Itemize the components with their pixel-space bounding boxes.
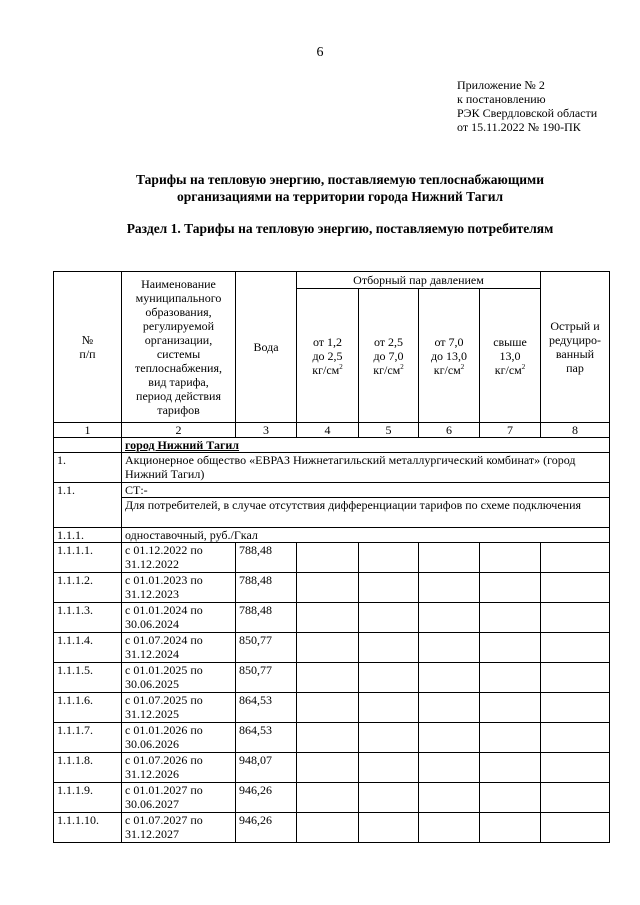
- row-period: [122, 723, 236, 753]
- empty-cell: [541, 723, 610, 753]
- header-name-line: период действия: [136, 389, 221, 403]
- empty-cell: [541, 603, 610, 633]
- header-name-line: организации,: [144, 333, 213, 347]
- column-number: 1: [54, 423, 122, 438]
- period-end: 31.12.2024: [125, 647, 179, 661]
- header-num-line: №: [81, 333, 94, 347]
- empty-cell: [359, 573, 419, 603]
- empty-cell: [541, 663, 610, 693]
- st-label: СТ:-: [122, 483, 610, 498]
- empty-cell: [480, 813, 541, 843]
- empty-cell: [419, 723, 480, 753]
- header-steam-group: Отборный пар давлением: [297, 272, 541, 289]
- empty-cell: [480, 663, 541, 693]
- steam-line: свыше: [493, 334, 527, 349]
- org-name: Акционерное общество «ЕВРАЗ Нижнетагильский металлургический комбинат» (город Нижний Тагил): [122, 453, 610, 483]
- empty-cell: [480, 693, 541, 723]
- column-number: 8: [541, 423, 610, 438]
- appendix-line: к постановлению: [457, 92, 546, 106]
- empty-cell: [480, 783, 541, 813]
- empty-cell: [419, 543, 480, 573]
- period-start: с 01.01.2024 по: [125, 603, 203, 617]
- appendix-line: Приложение № 2: [457, 78, 545, 92]
- steam-unit: [362, 363, 415, 377]
- row-period: [122, 663, 236, 693]
- column-number: 2: [122, 423, 236, 438]
- empty-cell: [480, 603, 541, 633]
- row-num: 1.1.1.3.: [54, 603, 122, 633]
- row-water: 850,77: [236, 633, 297, 663]
- row-period: [122, 543, 236, 573]
- empty-cell: [541, 813, 610, 843]
- section-title: Раздел 1. Тарифы на тепловую энергию, поставляемую потребителям: [126, 221, 554, 236]
- period-end: 31.12.2027: [125, 827, 179, 841]
- row-period: [122, 693, 236, 723]
- period-start: с 01.01.2026 по: [125, 723, 203, 737]
- appendix-line: РЭК Свердловской области: [457, 106, 598, 120]
- empty-cell: [419, 693, 480, 723]
- empty-cell: [541, 573, 610, 603]
- period-start: с 01.01.2027 по: [125, 783, 203, 797]
- period-start: с 01.07.2025 по: [125, 693, 203, 707]
- unit-text: кг/см: [312, 362, 340, 377]
- table-row: [54, 783, 610, 813]
- row-num: 1.1.1.2.: [54, 573, 122, 603]
- header-name: [122, 272, 236, 423]
- st-num: 1.1.: [54, 483, 122, 528]
- period-start: с 01.12.2022 по: [125, 543, 203, 557]
- header-steam-2: [359, 289, 419, 423]
- period-end: 30.06.2026: [125, 737, 179, 751]
- steam-line: до 2,5: [312, 348, 343, 363]
- steam-unit: [422, 363, 476, 377]
- empty-cell: [480, 753, 541, 783]
- empty-cell: [297, 813, 359, 843]
- header-sharp-line: редуциро-: [548, 333, 602, 347]
- period-start: с 01.01.2023 по: [125, 573, 203, 587]
- unit-text: кг/см: [494, 362, 522, 377]
- page-number: 6: [316, 45, 324, 60]
- header-name-line: регулируемой: [142, 319, 215, 333]
- header-sharp-steam: [541, 272, 610, 423]
- unit-exponent: 2: [400, 362, 404, 371]
- empty-cell: [541, 543, 610, 573]
- empty-cell: [297, 543, 359, 573]
- empty-cell: [297, 633, 359, 663]
- empty-cell: [297, 693, 359, 723]
- table-row: [54, 753, 610, 783]
- steam-line: от 7,0: [434, 334, 464, 349]
- row-period: [122, 633, 236, 663]
- header-name-line: тарифов: [157, 403, 200, 417]
- empty-cell: [480, 633, 541, 663]
- empty-cell: [297, 753, 359, 783]
- column-number: 5: [359, 423, 419, 438]
- table-row: [54, 603, 610, 633]
- empty-cell: [419, 783, 480, 813]
- table-row: [54, 723, 610, 753]
- table-row: [54, 813, 610, 843]
- empty-cell: [359, 603, 419, 633]
- title-line: организациями на территории города Нижний Тагил: [176, 189, 504, 204]
- steam-line: до 7,0: [373, 348, 404, 363]
- tariff-num: 1.1.1.: [54, 528, 122, 543]
- empty-cell: [541, 633, 610, 663]
- header-steam-1: [297, 289, 359, 423]
- empty-cell: [359, 813, 419, 843]
- row-num: 1.1.1.1.: [54, 543, 122, 573]
- empty-cell: [297, 663, 359, 693]
- empty-cell: [359, 783, 419, 813]
- row-num: 1.1.1.4.: [54, 633, 122, 663]
- row-period: [122, 603, 236, 633]
- empty-cell: [297, 603, 359, 633]
- header-sharp-line: Острый и: [550, 319, 600, 333]
- period-end: 31.12.2022: [125, 557, 179, 571]
- document-title: [60, 171, 620, 205]
- table-row: [54, 693, 610, 723]
- empty-cell: [359, 663, 419, 693]
- header-name-line: теплоснабжения,: [135, 361, 222, 375]
- empty-cell: [541, 693, 610, 723]
- period-end: 30.06.2025: [125, 677, 179, 691]
- empty-cell: [359, 543, 419, 573]
- empty-cell: [480, 543, 541, 573]
- row-num: 1.1.1.8.: [54, 753, 122, 783]
- header-steam-3: [419, 289, 480, 423]
- row-water: 946,26: [236, 813, 297, 843]
- table-row: [54, 543, 610, 573]
- column-number: 6: [419, 423, 480, 438]
- row-water: 850,77: [236, 663, 297, 693]
- steam-line: от 1,2: [312, 334, 343, 349]
- table-row: [54, 573, 610, 603]
- unit-text: кг/см: [373, 362, 401, 377]
- row-period: [122, 573, 236, 603]
- column-number: 4: [297, 423, 359, 438]
- row-num: 1.1.1.6.: [54, 693, 122, 723]
- consumers-text: Для потребителей, в случае отсутствия дифференциации тарифов по схеме подключения: [122, 498, 610, 528]
- period-end: 30.06.2024: [125, 617, 179, 631]
- row-water: 788,48: [236, 543, 297, 573]
- steam-unit: [300, 363, 355, 377]
- steam-line: 13,0: [499, 348, 521, 363]
- table-row: [54, 633, 610, 663]
- period-start: с 01.07.2027 по: [125, 813, 203, 827]
- tariff-label: одноставочный, руб./Гкал: [122, 528, 610, 543]
- period-start: с 01.07.2026 по: [125, 753, 203, 767]
- row-water: 948,07: [236, 753, 297, 783]
- steam-line: от 2,5: [373, 334, 404, 349]
- header-water: Вода: [236, 272, 297, 423]
- row-period: [122, 753, 236, 783]
- header-name-line: Наименование: [141, 277, 216, 291]
- row-period: [122, 813, 236, 843]
- empty-cell: [480, 573, 541, 603]
- period-start: с 01.01.2025 по: [125, 663, 203, 677]
- row-water: 788,48: [236, 573, 297, 603]
- header-name-line: вид тарифа,: [148, 375, 209, 389]
- period-end: 31.12.2025: [125, 707, 179, 721]
- empty-cell: [297, 723, 359, 753]
- period-start: с 01.07.2024 по: [125, 633, 203, 647]
- city-num-cell: [54, 438, 122, 453]
- empty-cell: [359, 633, 419, 663]
- empty-cell: [480, 723, 541, 753]
- empty-cell: [541, 753, 610, 783]
- empty-cell: [359, 753, 419, 783]
- row-num: 1.1.1.7.: [54, 723, 122, 753]
- row-water: 864,53: [236, 693, 297, 723]
- row-num: 1.1.1.9.: [54, 783, 122, 813]
- row-water: 788,48: [236, 603, 297, 633]
- empty-cell: [359, 723, 419, 753]
- header-name-line: муниципального: [135, 291, 222, 305]
- table-row: [54, 663, 610, 693]
- empty-cell: [419, 813, 480, 843]
- row-num: 1.1.1.10.: [54, 813, 122, 843]
- period-end: 30.06.2027: [125, 797, 179, 811]
- empty-cell: [419, 633, 480, 663]
- header-steam-4: [480, 289, 541, 423]
- title-line: Тарифы на тепловую энергию, поставляемую теплоснабжающими: [136, 172, 544, 187]
- city-name: город Нижний Тагил: [122, 438, 610, 453]
- empty-cell: [419, 573, 480, 603]
- header-name-line: системы: [156, 347, 201, 361]
- unit-exponent: 2: [460, 362, 465, 371]
- row-water: 946,26: [236, 783, 297, 813]
- appendix-note: [457, 78, 597, 134]
- column-number: 3: [236, 423, 297, 438]
- row-water: 864,53: [236, 723, 297, 753]
- steam-line: до 13,0: [430, 348, 468, 363]
- empty-cell: [419, 603, 480, 633]
- empty-cell: [541, 783, 610, 813]
- header-num-line: п/п: [79, 347, 96, 361]
- empty-cell: [419, 753, 480, 783]
- header-name-line: образования,: [145, 305, 212, 319]
- steam-unit: [483, 363, 537, 377]
- empty-cell: [297, 573, 359, 603]
- period-end: 31.12.2023: [125, 587, 179, 601]
- org-num: 1.: [54, 453, 122, 483]
- empty-cell: [419, 663, 480, 693]
- header-sharp-line: ванный: [555, 347, 595, 361]
- column-number: 7: [480, 423, 541, 438]
- tariff-table: [53, 271, 610, 843]
- unit-text: кг/см: [433, 362, 461, 377]
- appendix-line: от 15.11.2022 № 190-ПК: [457, 120, 581, 134]
- empty-cell: [359, 693, 419, 723]
- unit-exponent: 2: [521, 362, 526, 371]
- period-end: 31.12.2026: [125, 767, 179, 781]
- empty-cell: [297, 783, 359, 813]
- header-sharp-line: пар: [566, 361, 584, 375]
- unit-exponent: 2: [339, 362, 343, 371]
- row-period: [122, 783, 236, 813]
- header-num: [54, 272, 122, 423]
- row-num: 1.1.1.5.: [54, 663, 122, 693]
